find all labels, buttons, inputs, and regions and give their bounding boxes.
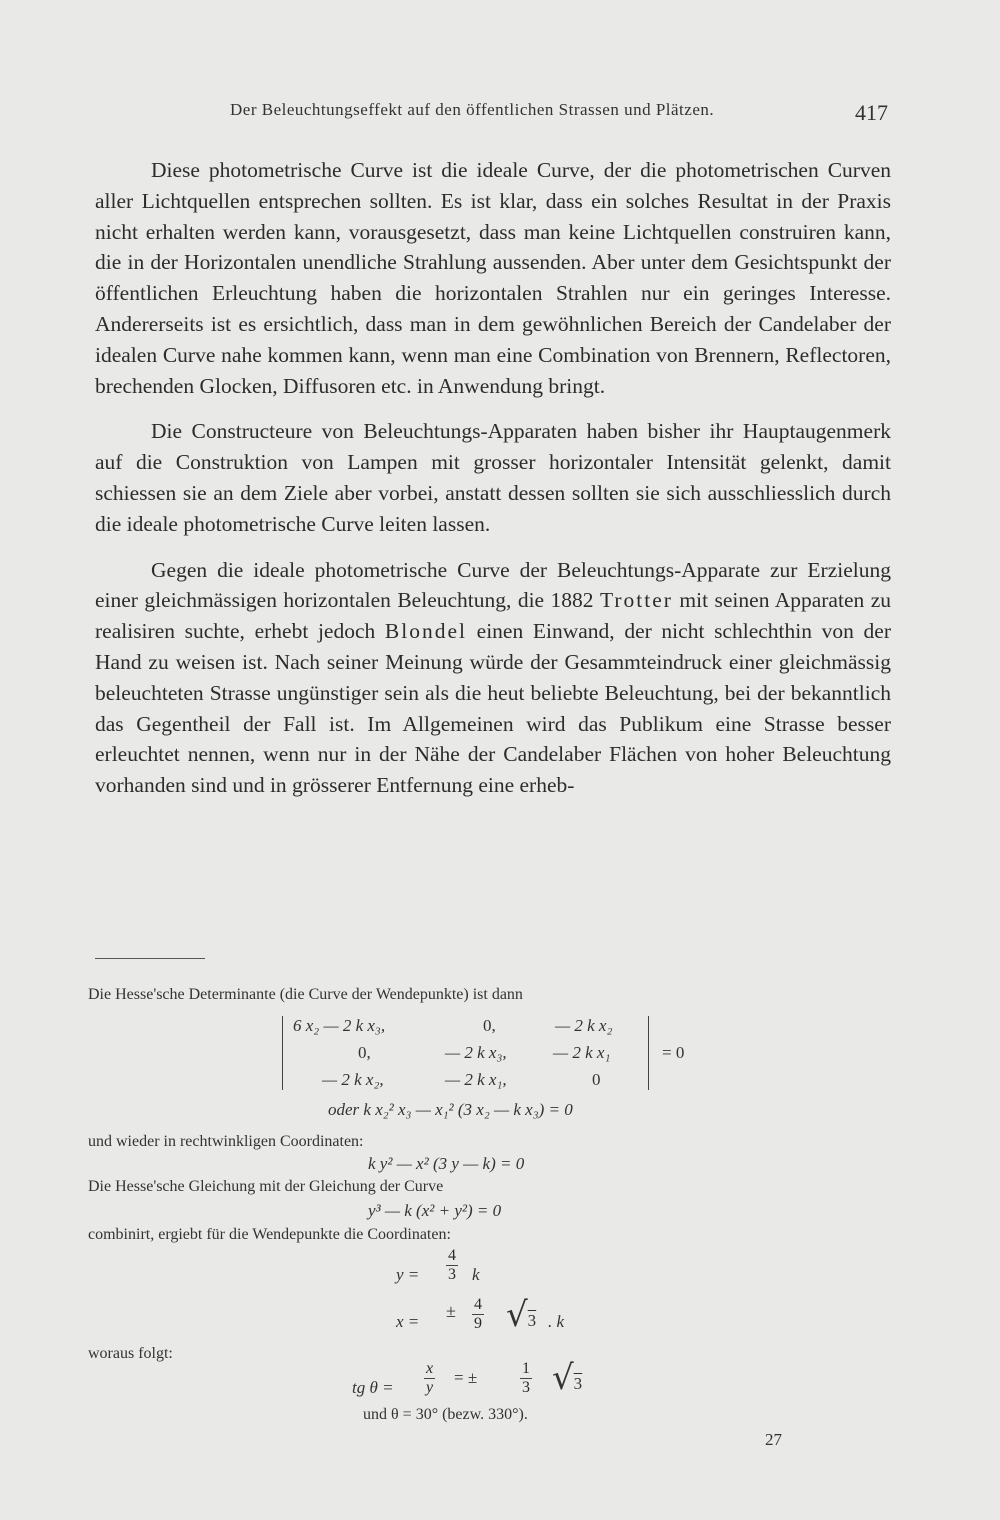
curve-equation: y³ — k (x² + y²) = 0 [368,1201,502,1220]
x-radical [506,1295,536,1335]
det-r3-c1: — 2 k x₂, [322,1070,384,1089]
determinant-right-bar [648,1016,649,1090]
tg-lhs: tg θ = [352,1378,394,1397]
coordinates-equation: k y² — x² (3 y — k) = 0 [368,1154,525,1173]
det-r1-c2: 0, [483,1016,496,1035]
paragraph-3-part-c: einen Einwand, der nicht schlechthin von der Hand zu weisen ist. Nach seiner Meinung würde der Gesammteindruck einer gleichmässig beleuchteten Strasse ungünstiger sein als die heut beliebte Beleuchtung, bei der bekanntlich das Gegentheil der Fall ist. Im Allgemeinen wird das Publikum eine Strasse besser erleuchtet nennen, wenn nur in der Nähe der Candelaber Flächen von hoher Beleuchtung vorhanden sind und in grösserer Entfernung eine erheb- [95,619,891,798]
det-r1-c3: — 2 k x₂ [555,1016,613,1035]
y-lhs: y = [396,1265,420,1284]
tg-radical [552,1358,582,1398]
tg-fraction-1 [424,1360,435,1397]
paragraph-2: Die Constructeure von Beleuchtungs-Apparaten haben bisher ihr Hauptaugenmerk auf die Construktion von Lampen mit grosser horizontaler Intensität gelenkt, damit schiessen sie an dem Ziele aber vorbei, anstatt dessen sollten sie sich ausschliesslich durch die ideale photometrische Curve leiten lassen. [95,419,891,536]
tg-denominator-2: 3 [522,1379,530,1396]
hesse-intro: Die Hesse'sche Gleichung mit der Gleichung der Curve [88,1178,444,1195]
tg-middle: = ± [454,1368,478,1387]
tg-numerator-2: 1 [522,1360,530,1377]
det-r1-c1: 6 x₂ — 2 k x₃, [293,1016,386,1035]
x-denominator: 9 [474,1315,482,1332]
x-numerator: 4 [474,1296,482,1313]
name-trotter: Trotter [600,588,673,613]
x-plus-minus: ± [446,1301,456,1321]
signature-mark: 27 [765,1430,782,1449]
tg-fraction-2 [520,1360,532,1397]
page-number: 417 [855,100,888,125]
paragraph-3-part-a: Gegen die ideale photometrische Curve der Beleuchtungs-Apparate zur Erzielung einer gleichmässigen horizontalen Beleuchtung, die 1882 [95,557,891,613]
det-r2-c2: — 2 k x₃, [445,1043,507,1062]
oder-equation: oder k x₂² x₃ — x₁² (3 x₂ — k x₃) = 0 [328,1100,573,1119]
y-denominator: 3 [448,1266,456,1283]
tg-denominator-1: y [426,1379,434,1396]
paragraph-3-part-b: mit seinen Apparaten zu realisiren suchte, erhebt jedoch [95,588,891,644]
det-r2-c3: — 2 k x₁ [553,1043,611,1062]
x-rhs: . k [548,1312,565,1331]
footnote-intro: Die Hesse'sche Determinante (die Curve der Wendepunkte) ist dann [88,986,523,1003]
woraus-text: woraus folgt: [88,1345,173,1362]
footnote-rule [95,958,205,959]
theta-result: und θ = 30° (bezw. 330°). [363,1406,528,1423]
y-fraction [446,1247,458,1284]
paragraph-1: Diese photometrische Curve ist die ideale Curve, der die photometrischen Curven aller Lichtquellen entsprechen sollten. Es ist klar, dass ein solches Resultat in der Praxis nicht erhalten werden kann, vorausgesetzt, dass man keine Lichtquellen construiren kann, die in der Horizontalen unendliche Strahlung aussenden. Aber unter dem Gesichtspunkt der öffentlichen Erleuchtung haben die horizontalen Strahlen nur ein geringes Interesse. Andererseits ist es ersichtlich, dass man in dem gewöhnlichen Bereich der Candelaber der idealen Curve nahe kommen kann, wenn man eine Combination von Brennern, Reflectoren, brechenden Glocken, Diffusoren etc. in Anwendung bringt. [95,158,891,398]
paragraph-3 [95,555,891,801]
combined-text: combinirt, ergiebt für die Wendepunkte die Coordinaten: [88,1226,451,1243]
det-r3-c2: — 2 k x₁, [445,1070,507,1089]
running-header: Der Beleuchtungseffekt auf den öffentlichen Strassen und Plätzen. [230,100,715,119]
y-numerator: 4 [448,1247,456,1264]
determinant-left-bar [282,1016,283,1090]
x-lhs: x = [396,1312,420,1331]
sqrt-icon: √ [552,1358,574,1398]
main-text [95,155,891,816]
x-radicand: 3 [527,1311,537,1330]
det-r2-c1: 0, [358,1043,371,1062]
det-equals-zero: = 0 [662,1043,685,1062]
coordinates-intro: und wieder in rechtwinkligen Coordinaten: [88,1133,364,1150]
name-blondel: Blondel [384,619,468,644]
sqrt-icon: √ [506,1295,528,1335]
det-r3-c3: 0 [592,1070,601,1089]
tg-numerator-1: x [426,1360,434,1377]
x-fraction [472,1296,484,1333]
tg-radicand: 3 [573,1374,583,1393]
y-rhs: k [472,1265,480,1284]
